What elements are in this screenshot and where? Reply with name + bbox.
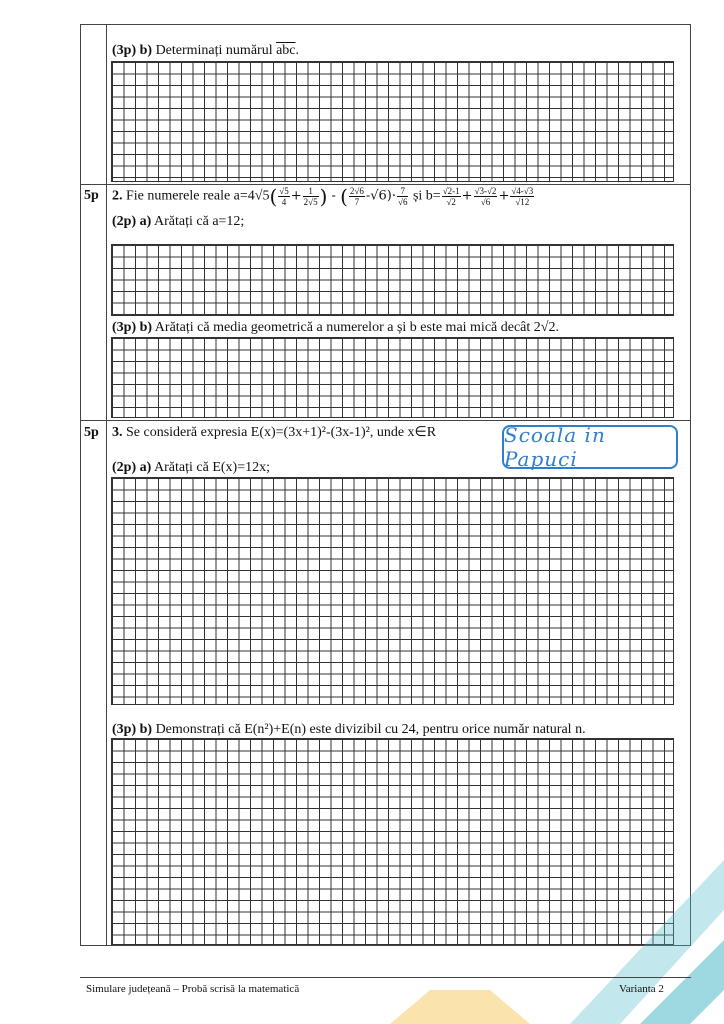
item-2-number: 2. xyxy=(112,188,123,204)
item-3b-statement: Demonstrați că E(n²)+E(n) este divizibil cu 24, pentru orice număr natural n. xyxy=(155,722,586,737)
fraction: $\frac{7}{√6}$ xyxy=(398,186,408,207)
item-1b-text: (3p) b) Determinați numărul $\overline{abc}$. xyxy=(112,43,300,58)
item-3a-statement: Arătați că E(x)=12x; xyxy=(154,460,270,475)
fraction: $\frac{√3-√2}{√6}$ xyxy=(474,186,497,207)
item-2b-statement: Arătați că media geometrică a numerelor a și b este mai mică decât 2√2. xyxy=(154,320,559,335)
item-2-points: 5p xyxy=(84,188,99,203)
item-3a-label: (2p) a) xyxy=(112,460,152,475)
bottom-decoration-icon xyxy=(330,990,590,1024)
footer-variant: Varianta 2 xyxy=(619,983,664,995)
fraction: $\frac{2√6}{7}$ xyxy=(349,186,364,207)
item-3-statement: Se consideră expresia E(x)=(3x+1)²-(3x-1)², unde x∈R xyxy=(126,425,437,440)
item-2a-text xyxy=(112,214,244,230)
item-1b-label: (3p) b) xyxy=(112,43,153,58)
item-1b-statement: Determinați numărul xyxy=(155,43,277,58)
item-2a-statement: Arătați că a=12; xyxy=(154,214,245,229)
abc-number: $\overline{abc}$ xyxy=(276,43,296,58)
fraction: $\frac{√5}{4}$ xyxy=(279,186,289,207)
scoala-in-papuci-logo: Scoala in Papuci xyxy=(502,425,678,469)
item-2b-text xyxy=(112,320,559,336)
item-3-number: 3. xyxy=(112,425,123,440)
item-2b-label: (3p) b) xyxy=(112,320,153,335)
item-3-points: 5p xyxy=(84,425,99,440)
item-3-text xyxy=(112,425,436,441)
footer-divider xyxy=(80,977,691,978)
answer-grid-3a[interactable] xyxy=(111,477,674,705)
item-3a-text xyxy=(112,460,270,476)
item-2a-label: (2p) a) xyxy=(112,214,152,229)
item-2-statement: Fie numerele reale a=4√5 xyxy=(126,188,270,204)
row-divider-2 xyxy=(80,420,691,421)
item-3b-label: (3p) b) xyxy=(112,722,153,737)
fraction: $\frac{1}{2√5}$ xyxy=(303,186,318,207)
item-2-text: 2. Fie numerele reale a=4√5( $\frac{√5}{4}$ + $\frac{1}{2√5}$ ) - ( $\frac{2√6}{7}$ -√6)· $\frac{7}{√6}$ și b= $\frac{√2-1}{√2}$ + $\frac{√3-√2}{√6}$ + $\frac{√4-√3}{√12}$ xyxy=(112,184,534,209)
row-divider-1 xyxy=(80,184,691,185)
footer-exam-title: Simulare județeană – Probă scrisă la matematică xyxy=(86,983,300,995)
fraction: $\frac{√4-√3}{√12}$ xyxy=(511,186,534,207)
fraction: $\frac{√2-1}{√2}$ xyxy=(442,186,460,207)
answer-grid-2b[interactable] xyxy=(111,337,674,418)
points-column-divider xyxy=(106,24,107,946)
answer-grid-2a[interactable] xyxy=(111,244,674,316)
item-3b-text xyxy=(112,722,586,738)
answer-grid-1b[interactable] xyxy=(111,61,674,182)
